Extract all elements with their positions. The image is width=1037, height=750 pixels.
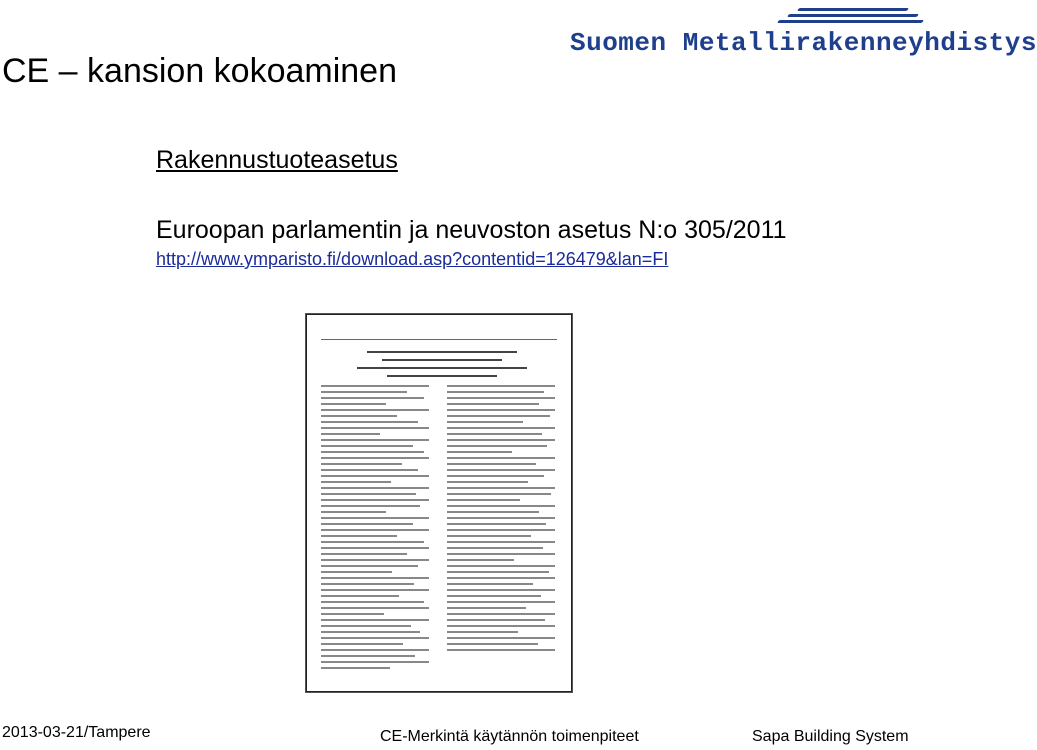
footer-date-location: 2013-03-21/Tampere — [2, 724, 151, 741]
footer-company: Sapa Building System — [752, 728, 909, 745]
slide-title: CE – kansion kokoaminen — [2, 52, 398, 90]
regulation-document-thumbnail — [306, 314, 572, 692]
logo-stripes-icon — [758, 6, 928, 30]
link-rakennustuoteasetus[interactable]: Rakennustuoteasetus — [156, 146, 398, 174]
document-right-column — [447, 385, 555, 655]
regulation-url-link[interactable]: http://www.ymparisto.fi/download.asp?contentid=126479&lan=FI — [156, 249, 669, 269]
regulation-text: Euroopan parlamentin ja neuvoston asetus N:o 305/2011 — [156, 216, 787, 244]
document-header-line — [321, 333, 557, 340]
footer-presentation-title: CE-Merkintä käytännön toimenpiteet — [380, 728, 639, 745]
document-left-column — [321, 385, 429, 673]
organization-logo — [568, 6, 1037, 58]
logo-text: Suomen Metallirakenneyhdistys — [570, 28, 1037, 58]
